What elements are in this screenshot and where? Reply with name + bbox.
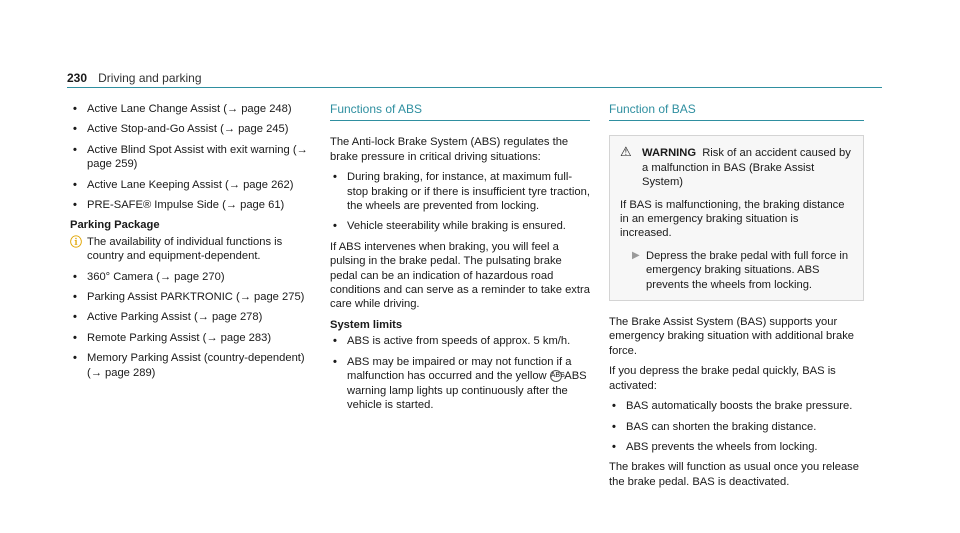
list-item: • Vehicle steerability while braking is ensured. [330,219,590,233]
abs-intro: The Anti-lock Brake System (ABS) regulates the brake pressure in critical driving situations: [330,136,569,163]
bas-section [609,102,864,495]
list-item: • Active Stop-and-Go Assist (→ page 245) [70,122,315,136]
parking-package-heading: Parking Package [70,219,160,232]
parking-note-text: The availability of individual functions is country and equipment-dependent. [87,235,283,263]
system-limits-heading: System limits [330,318,403,331]
page-title: Driving and parking [98,71,202,85]
list-item: • 360° Camera (→ page 270) [70,270,315,284]
limits-list [330,334,590,412]
page-header [67,71,882,88]
warning-action [620,249,853,292]
list-item: • Memory Parking Assist (country-dependent) (→ page 289) [70,351,315,380]
assist-list [70,102,315,212]
warning-body: If BAS is malfunctioning, the braking distance in an emergency braking situation is increased. [620,198,845,240]
action-arrow-icon: ▶ [632,249,640,261]
list-item: • Remote Parking Assist (→ page 283) [70,331,315,345]
bas-quickly: If you depress the brake pedal quickly, BAS is activated: [609,365,836,392]
list-item: • BAS can shorten the braking distance. [609,420,864,434]
abs-intervene: If ABS intervenes when braking, you will feel a pulsing in the brake pedal. The pulsating brake pedal can be an indication of hazardous road conditions and can serve as a reminder to take extra care while driving. [330,240,590,311]
bas-list [609,399,864,454]
left-column [70,102,315,386]
warning-label: WARNING [642,147,697,160]
page-number: 230 [67,71,88,85]
warning-triangle-icon: ⚠ [620,144,632,160]
warning-action-text: Depress the brake pedal with full force in emergency braking situations. ABS prevents the wheels from locking. [646,249,849,291]
list-item: • Active Lane Keeping Assist (→ page 262) [70,178,315,192]
list-item [330,355,590,413]
bas-support: The Brake Assist System (BAS) supports your emergency braking situation with additional brake force. [609,316,855,357]
warning-box [609,135,864,301]
limit-text: ABS warning lamp lights up continuously after the vehicle is started. [347,370,587,411]
list-item: • ABS prevents the wheels from locking. [609,440,864,454]
abs-warning-lamp-icon: ABS [550,370,562,382]
bas-closing: The brakes will function as usual once you release the brake pedal. BAS is deactivated. [609,461,859,488]
list-item: • PRE-SAFE® Impulse Side (→ page 61) [70,198,315,212]
list-item: • During braking, for instance, at maximum full-stop braking or if there is insufficient tyre traction, the wheels are prevented from locking. [330,170,590,213]
list-item: • Active Lane Change Assist (→ page 248) [70,102,315,116]
parking-note [70,235,315,264]
list-item: • BAS automatically boosts the brake pressure. [609,399,864,413]
list-item: • Parking Assist PARKTRONIC (→ page 275) [70,290,315,304]
list-item: • ABS is active from speeds of approx. 5 km/h. [330,334,590,348]
bas-title: Function of BAS [609,102,864,121]
parking-list [70,270,315,380]
list-item: • Active Blind Spot Assist with exit warning (→ page 259) [70,143,315,172]
warning-text: Risk of an accident caused by a malfunction in BAS (Brake Assist System) [642,147,851,189]
abs-list [330,170,590,234]
limit-text: ABS may be impaired or may not function if a malfunction has occurred and the yellow [347,355,572,383]
abs-title: Functions of ABS [330,102,590,121]
warning-header [620,146,853,189]
info-icon: ⓘ [70,234,83,249]
list-item: • Active Parking Assist (→ page 278) [70,310,315,324]
abs-section [330,102,590,418]
